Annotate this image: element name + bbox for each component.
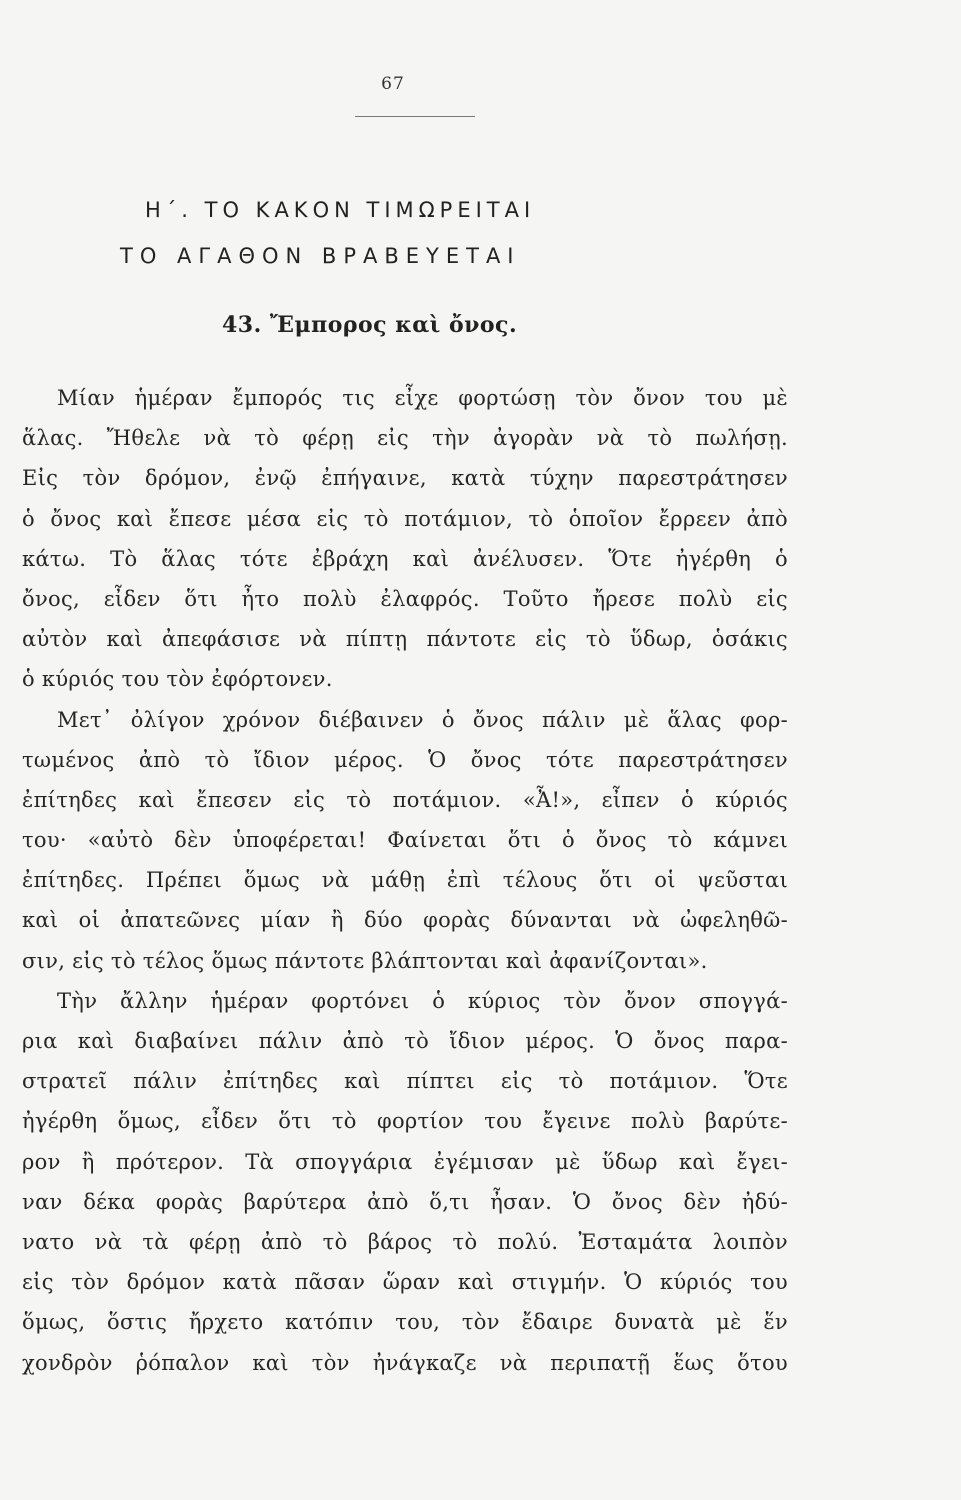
text-line: σιν, εἰς τὸ τέλος ὅμως πάντοτε βλάπτονται καὶ ἀφανίζονται». — [22, 948, 708, 973]
text-line: Εἰς τὸν δρόμον, ἐνῷ ἐπήγαινε, κατὰ τύχην παρεστράτησεν — [22, 466, 788, 491]
story-text — [22, 378, 788, 1383]
text-line: νατο νὰ τὰ φέρῃ ἀπὸ τὸ βάρος τὸ πολύ. Ἐσταμάτα λοιπὸν — [22, 1229, 788, 1254]
chapter-heading-line-2: ΤΟ ΑΓΑΘΟΝ ΒΡΑΒΕΥΕΤΑΙ — [120, 244, 521, 268]
text-line: ρον ἢ πρότερον. Τὰ σπογγάρια ἐγέμισαν μὲ ὕδωρ καὶ ἔγει- — [22, 1149, 788, 1174]
text-line: ὁ ὄνος καὶ ἔπεσε μέσα εἰς τὸ ποτάμιον, τὸ ὁποῖον ἔρρεεν ἀπὸ — [22, 506, 788, 531]
text-line: στρατεῖ πάλιν ἐπίτηδες καὶ πίπτει εἰς τὸ ποτάμιον. Ὅτε — [22, 1069, 788, 1094]
text-line: Μετ᾿ ὀλίγον χρόνον διέβαινεν ὁ ὄνος πάλιν μὲ ἅλας φορ- — [57, 707, 788, 732]
text-line: ἠγέρθη ὅμως, εἶδεν ὅτι τὸ φορτίον του ἔγεινε πολὺ βαρύτε- — [22, 1109, 788, 1134]
page-number-rule — [355, 116, 475, 117]
text-line: Τὴν ἄλλην ἡμέραν φορτόνει ὁ κύριος τὸν ὄνον σπογγά- — [57, 988, 788, 1013]
text-line: καὶ οἱ ἀπατεῶνες μίαν ἢ δύο φορὰς δύνανται νὰ ὠφεληθῶ- — [22, 908, 788, 933]
text-line: ἐπίτηδες. Πρέπει ὅμως νὰ μάθῃ ἐπὶ τέλους ὅτι οἱ ψεῦσται — [22, 868, 788, 893]
text-line: κάτω. Τὸ ἅλας τότε ἐβράχη καὶ ἀνέλυσεν. Ὅτε ἠγέρθη ὁ — [22, 546, 788, 571]
text-line: τωμένος ἀπὸ τὸ ἴδιον μέρος. Ὁ ὄνος τότε παρεστράτησεν — [22, 747, 788, 772]
text-line: ρια καὶ διαβαίνει πάλιν ἀπὸ τὸ ἴδιον μέρος. Ὁ ὄνος παρα- — [22, 1029, 788, 1053]
chapter-heading-line-1: Η΄. ΤΟ ΚΑΚΟΝ ΤΙΜΩΡΕΙΤΑΙ — [145, 198, 536, 222]
page-number: 67 — [381, 74, 405, 94]
text-line: ἅλας. Ἤθελε νὰ τὸ φέρῃ εἰς τὴν ἀγορὰν νὰ τὸ πωλήσῃ. — [22, 426, 788, 451]
text-line: ναν δέκα φορὰς βαρύτερα ἀπὸ ὅ,τι ἦσαν. Ὁ ὄνος δὲν ἠδύ- — [22, 1189, 788, 1214]
text-line: εἰς τὸν δρόμον κατὰ πᾶσαν ὥραν καὶ στιγμήν. Ὁ κύριός του — [22, 1270, 788, 1295]
text-line: Μίαν ἡμέραν ἔμπορός τις εἶχε φορτώσῃ τὸν ὄνον του μὲ — [57, 386, 788, 410]
text-line: ἐπίτηδες καὶ ἔπεσεν εἰς τὸ ποτάμιον. «Ἆ!», εἶπεν ὁ κύριός — [22, 787, 788, 812]
text-line: αὐτὸν καὶ ἀπεφάσισε νὰ πίπτῃ πάντοτε εἰς τὸ ὕδωρ, ὁσάκις — [22, 627, 788, 652]
text-line: χονδρὸν ῥόπαλον καὶ τὸν ἠνάγκαζε νὰ περιπατῇ ἕως ὅτου — [22, 1350, 788, 1375]
text-line: του· «αὐτὸ δὲν ὑποφέρεται! Φαίνεται ὅτι ὁ ὄνος τὸ κάμνει — [22, 828, 788, 853]
text-line: ὁ κύριός του τὸν ἐφόρτονεν. — [22, 667, 333, 692]
text-line: ὅμως, ὅστις ἤρχετο κατόπιν του, τὸν ἔδαιρε δυνατὰ μὲ ἕν — [22, 1310, 788, 1335]
text-line: ὄνος, εἶδεν ὅτι ἦτο πολὺ ἐλαφρός. Τοῦτο ἤρεσε πολὺ εἰς — [22, 586, 788, 611]
story-title: 43. Ἔμπορος καὶ ὄνος. — [222, 312, 518, 338]
